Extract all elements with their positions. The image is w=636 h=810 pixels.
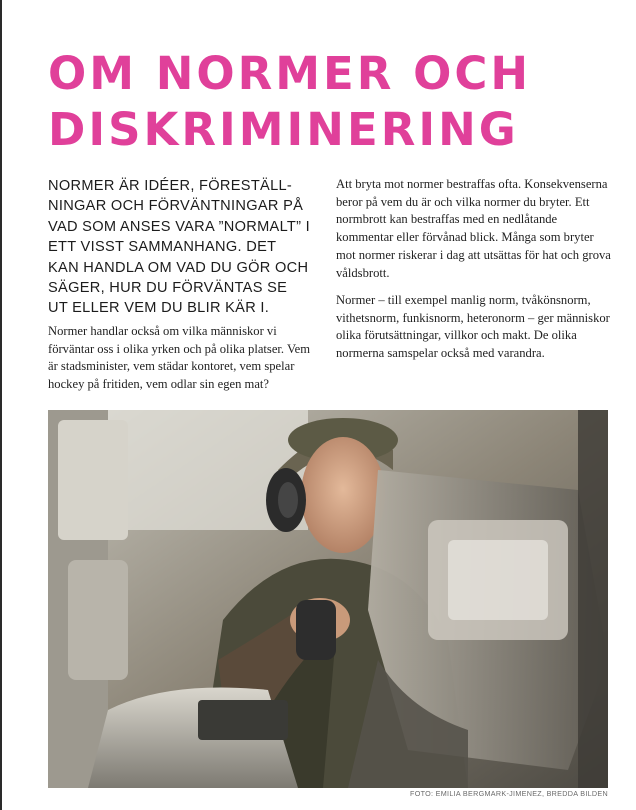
body-paragraph-3: Normer – till exempel manlig norm, tvåkönsnorm, vithetsnorm, funkisnorm, heteronorm – ger människor olika förutsättningar, villkor och makt. De olika normerna samspelar också med varandra. [336,293,610,361]
body-paragraph-1: Normer handlar också om vilka människor vi förväntar oss i olika yrken och på olika platser. Vem är stadsminister, vem städar kontoret, vem spelar hockey på fritiden, vem odlar sin egen mat? [48,324,311,392]
photo-woman-in-tractor-cab [48,410,608,788]
page-title-line-2: DISKRIMINERING [48,103,519,156]
page-title [48,46,608,158]
photo-credit: FOTO: EMILIA BERGMARK-JIMENEZ, BREDDA BILDEN [410,789,608,798]
lead-paragraph: NORMER ÄR IDÉER, FÖRESTÄLL-NINGAR OCH FÖRVÄNTNINGAR PÅ VAD SOM ANSES VARA ”NORMALT” I ETT VISST SAMMANHANG. DET KAN HANDLA OM VAD DU GÖR OCH SÄGER, HUR DU FÖRVÄNTAS SE UT ELLER VEM DU BLIR KÄR I. [48,178,311,317]
body-paragraph-2: Att bryta mot normer bestraffas ofta. Konsekvenserna beror på vem du är och vilka normer du bryter. Ett normbrott kan bestraffas med en nedlåtande kommentar eller förvånad blick. Många som bryter mot normer riskerar i dag att utsättas för hat och grova våldsbrott. [336,177,611,280]
page-edge-rule [0,0,2,810]
page-title-line-1: OM NORMER OCH [48,47,532,100]
